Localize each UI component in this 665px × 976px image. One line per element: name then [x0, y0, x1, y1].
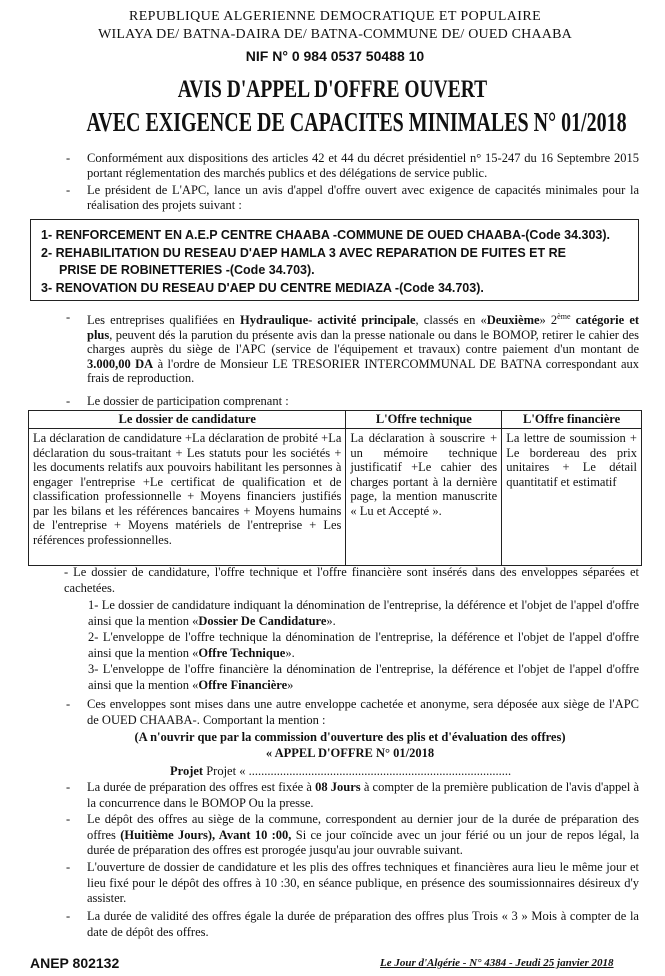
- title-line-2: AVEC EXIGENCE DE CAPACITES MINIMALES N° 01/2018: [86, 107, 627, 137]
- footer-anep: ANEP 802132: [30, 955, 120, 971]
- header-nif: NIF N° 0 984 0537 50488 10: [245, 48, 425, 64]
- bullet-dash: -: [66, 860, 71, 874]
- final-paragraph-2: Le dépôt des offres au siège de la commune, correspondent au dernier jour de la durée de préparation des offres (Huitième Jours), Avant 10 :00, Si ce jour coïncide avec un jour férié ou un jour de repos légal, la durée de préparation des offres est prorogée jusqu'au jour ouvrable suivant.: [87, 812, 640, 857]
- project-3: 3- RENOVATION DU RESEAU D'AEP DU CENTRE MEDIAZA -(Code 34.703).: [41, 281, 484, 295]
- final-paragraph-4: La durée de validité des offres égale la durée de préparation des offres plus Trois « 3 » Mois à compter de la date de dépôt des offres.: [87, 909, 639, 939]
- participation-table: [28, 410, 642, 566]
- projet-line: Projet Projet « ....................................................................................: [170, 764, 512, 778]
- envelope-item-2: 2- L'enveloppe de l'offre technique la dénomination de l'entreprise, la déférence et l'objet de l'appel d'offre ainsi que la mention «Offre Technique».: [88, 630, 639, 660]
- projects-box: [30, 219, 639, 301]
- project-2-line-2: PRISE DE ROBINETTERIES -(Code 34.703).: [59, 263, 315, 277]
- intro-paragraph-1: Conformément aux dispositions des articles 42 et 44 du décret présidentiel n° 15-247 du 16 Septembre 2015 portant réglementation des marchés publics et des délégations de service public.: [87, 151, 639, 180]
- outer-envelope-paragraph: Ces enveloppes sont mises dans une autre enveloppe cachetée et anonyme, sera déposée aux siège de l'APC de OUED CHAABA-. Comportant la mention :: [87, 697, 639, 727]
- bullet-dash: -: [66, 780, 71, 794]
- final-paragraph-1: La durée de préparation des offres est fixée à 08 Jours à compter de la première publication de l'avis d'appel à la concurrence dans le BOMOP Ou la presse.: [87, 780, 639, 810]
- envelopes-intro: - Le dossier de candidature, l'offre technique et l'offre financière sont insérés dans des enveloppes séparées et cachetées.: [64, 565, 639, 595]
- project-1: 1- RENFORCEMENT EN A.E.P CENTRE CHAABA -COMMUNE DE OUED CHAABA-(Code 34.303).: [41, 228, 611, 242]
- bullet-dash: -: [66, 183, 71, 197]
- header-republic: REPUBLIQUE ALGERIENNE DEMOCRATIQUE ET POPULAIRE: [128, 9, 542, 24]
- bullet-dash: -: [66, 394, 71, 408]
- table-header-technique: L'Offre technique: [346, 411, 502, 429]
- bullet-dash: -: [66, 310, 71, 324]
- bullet-dash: -: [66, 909, 71, 923]
- appel-offre-mention: « APPEL D'OFFRE N° 01/2018: [265, 746, 435, 760]
- envelope-item-3: 3- L'enveloppe de l'offre financière la dénomination de l'entreprise, la déférence et l'objet de l'appel d'offre ainsi que la mention «Offre Financière»: [88, 662, 639, 692]
- participation-intro: Le dossier de participation comprenant :: [87, 394, 289, 408]
- final-paragraph-3: L'ouverture de dossier de candidature et les plis des offres techniques et financières aura lieu le même jour et lieu fixé pour le dépôt des offres à 10 :30, en séance publique, en présence des soumissionnaires désireux d'y assister.: [87, 860, 639, 905]
- bullet-dash: -: [66, 812, 71, 826]
- title-line-1: AVIS D'APPEL D'OFFRE OUVERT: [177, 76, 488, 103]
- eligibility-paragraph: Les entreprises qualifiées en Hydraulique- activité principale, classés en «Deuxième» 2ème catégorie et plus, peuvent dés la parution du présente avis dan la presse nationale ou dans le BOMOP, retirer le cahier des charges auprès du siège de l'APC (service de l'équipement et travaux) contre paiement d'un montant de 3.000,00 DA à l'ordre de Monsieur LE TRESORIER INTERCOMMUNAL DE BATNA correspondant aux frais de reproduction.: [87, 312, 640, 386]
- table-cell-candidature: La déclaration de candidature +La déclaration de probité +La déclaration du sous-traitant + Les statuts pour les sociétés + les documents relatifs aux pouvoirs habilitant les personnes à engager l'entreprise +Le certificat de qualification et de classification professionnelle + Moyens financiers justifiés par les bilans et les références bancaires + Moyens humains de l'entreprise + Moyens matériels de l'entreprise + Les références professionnelles.: [29, 429, 346, 566]
- opening-notice: (A n'ouvrir que par la commission d'ouverture des plis et d'évaluation des offres): [134, 730, 566, 744]
- envelope-item-1: 1- Le dossier de candidature indiquant la dénomination de l'entreprise, la déférence et l'objet de l'appel d'offre ainsi que la mention «Dossier De Candidature».: [88, 598, 639, 628]
- header-wilaya: WILAYA DE/ BATNA-DAIRA DE/ BATNA-COMMUNE DE/ OUED CHAABA: [98, 27, 572, 42]
- project-2-line-1: 2- REHABILITATION DU RESEAU D'AEP HAMLA 3 AVEC REPARATION DE FUITES ET RE: [41, 246, 566, 260]
- table-cell-technique: La déclaration à souscrire + un mémoire technique justificatif +Le cahier des charges portant à la dernière page, la mention manuscrite « Lu et Accepté ».: [346, 429, 502, 566]
- table-cell-financiere: La lettre de soumission + Le bordereau des prix unitaires + Le détail quantitatif et estimatif: [502, 429, 642, 566]
- bullet-dash: -: [66, 151, 71, 165]
- table-header-candidature: Le dossier de candidature: [29, 411, 346, 429]
- intro-paragraph-2: Le président de L'APC, lance un avis d'appel d'offre ouvert avec exigence de capacités minimales pour la réalisation des projets suivant :: [87, 183, 639, 212]
- footer-journal: Le Jour d'Algérie - N° 4384 - Jeudi 25 janvier 2018: [380, 957, 614, 969]
- bullet-dash: -: [66, 697, 71, 711]
- table-header-financiere: L'Offre financière: [502, 411, 642, 429]
